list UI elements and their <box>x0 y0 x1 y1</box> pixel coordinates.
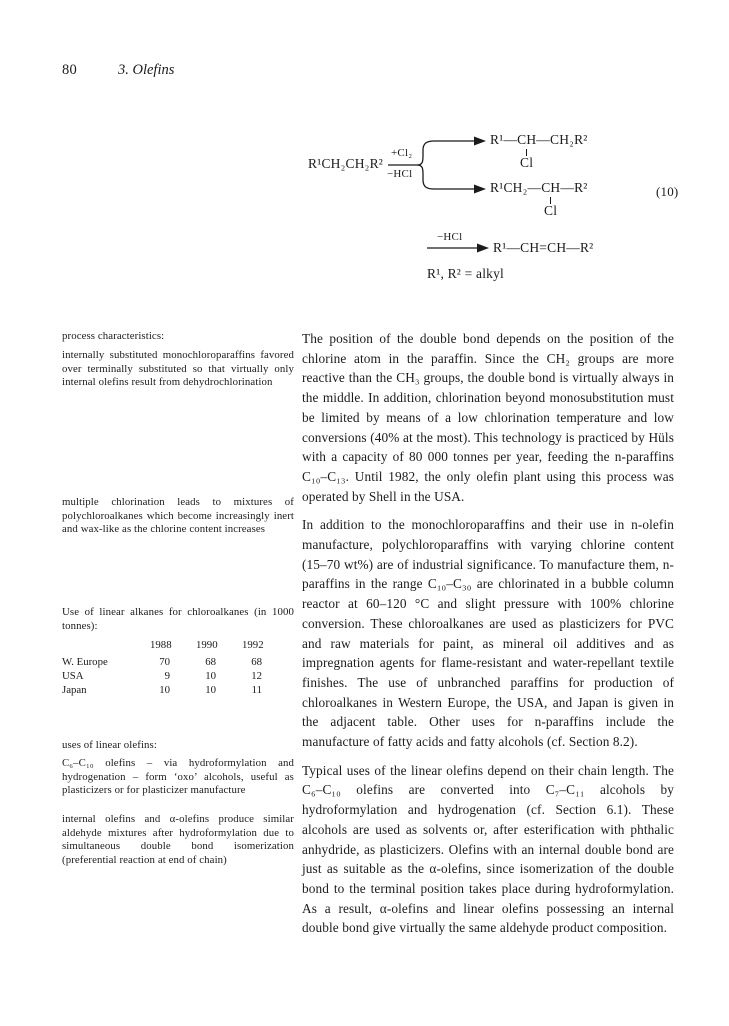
row-label: Japan <box>62 684 87 696</box>
margin-note-process-title: process characteristics: <box>62 330 165 342</box>
table-row-w-europe <box>62 655 294 669</box>
paragraph-double-bond-position: The position of the double bond depends on the position of the chlorine atom in the paraffin. Since the CH₂ groups are more reactive than the CH₃ groups, the double bond is virtually always in the middle. In addition, chlorination beyond monosubstitution must be limited by means of a low chlorination temperature and low conversions (40% at the most). This technology is practiced by Hüls with a capacity of 80 000 tonnes per year, feeding the n-paraffins C₁₀–C₁₃. Until 1982, the only olefin plant using this process was operated by Shell in the USA. <box>302 331 674 504</box>
product-bottom-cl: Cl <box>544 203 558 218</box>
cell-value: 12 <box>251 670 262 682</box>
elimination-product-formula: R¹—CH=CH—R² <box>493 240 594 255</box>
table-caption: Use of linear alkanes for chloroalkanes (in 1000 tonnes): <box>62 606 294 632</box>
table-row-japan <box>62 683 294 697</box>
cell-value: 68 <box>205 656 216 668</box>
cell-value: 10 <box>205 684 216 696</box>
chapter-title: 3. Olefins <box>118 62 175 78</box>
cell-value: 70 <box>159 656 170 668</box>
table-corner-cell <box>62 638 150 652</box>
margin-note-process-body: internally substituted monochloroparaffins favored over terminally substituted so that virtually only internal olefins result from dehydrochlorination <box>62 349 294 389</box>
chlorination-condition: +Cl₂ <box>391 147 413 159</box>
table-col-1988: 1988 <box>150 639 172 651</box>
elimination-condition: −HCl <box>437 231 463 243</box>
paragraph-linear-olefin-uses: Typical uses of the linear olefins depend on their chain length. The C₆–C₁₀ olefins are converted into C₇–C₁₁ alcohols by hydroformylation and hydrogenation (cf. Section 6.1). These alcohols are used as solvents or, after esterification with phthalic anhydride, as plasticizers. Olefins with an internal double bond are just as suitable as the α-olefins, since isomerization of the double bond to the terminal position takes place during hydroformylation. As a result, α-olefins and linear olefins possessing an internal double bond give virtually the same aldehyde product composition. <box>302 762 674 936</box>
paragraph-polychloroparaffins: In addition to the monochloroparaffins and their use in n-olefin manufacture, polychloroparaffins with varying chlorine content (15–70 wt%) are of industrial significance. To manufacture them, n-paraffins in the range C₁₀–C₃₀ are chlorinated in a bubble column reactor at 60–120 °C and slight pressure with 100% chlorine conversion. These chloroalkanes are used as plasticizers for PVC and raw materials for paint, as mineral oil additives and as impregnation agents for flame-resistant and water-repellant textile finishes. The use of unbranched paraffins for production of chloroalkanes in Western Europe, the USA, and Japan is given in the adjacent table. Other uses for n-paraffins include the manufacture of fatty acids and fatty alcohols (cf. Section 8.2). <box>302 517 674 750</box>
reaction-legend: R¹, R² = alkyl <box>427 266 505 281</box>
margin-note-multiple-chlorination: multiple chlorination leads to mixtures of polychloroalkanes which become increasingly inert and wax-like as the chlorine content increases <box>62 496 294 536</box>
chloroalkanes-table <box>62 638 294 697</box>
margin-note-internal-olefins: internal olefins and α-olefins produce similar aldehyde mixtures after hydroformylation due to simultaneous double bond isomerization (preferential reaction at end of chain) <box>62 813 294 866</box>
product-top-cl: Cl <box>520 155 534 170</box>
table-col-1992: 1992 <box>242 639 264 651</box>
product-top-formula: R¹—CH—CH₂R² <box>490 132 588 147</box>
table-header-row <box>62 638 294 652</box>
table-col-1990: 1990 <box>196 639 218 651</box>
cell-value: 11 <box>251 684 262 696</box>
reaction-scheme <box>300 128 695 293</box>
hcl-loss-condition: −HCl <box>387 168 413 180</box>
cell-value: 10 <box>205 670 216 682</box>
margin-note-oxo-alcohols: C₆–C₁₀ olefins – via hydroformylation and hydrogenation – form ‘oxo’ alcohols, useful as plasticizers or for plasticizer manufacture <box>62 757 294 797</box>
equation-number: (10) <box>656 184 679 199</box>
cell-value: 10 <box>159 684 170 696</box>
reactant-formula: R¹CH₂CH₂R² <box>308 156 384 171</box>
table-row-usa <box>62 669 294 683</box>
row-label: W. Europe <box>62 656 108 668</box>
margin-note-uses-title: uses of linear olefins: <box>62 739 157 751</box>
product-bottom-formula: R¹CH₂—CH—R² <box>490 180 588 195</box>
cell-value: 9 <box>164 670 170 682</box>
cell-value: 68 <box>251 656 262 668</box>
row-label: USA <box>62 670 84 682</box>
page-number: 80 <box>62 62 78 78</box>
main-text-column <box>302 329 674 947</box>
